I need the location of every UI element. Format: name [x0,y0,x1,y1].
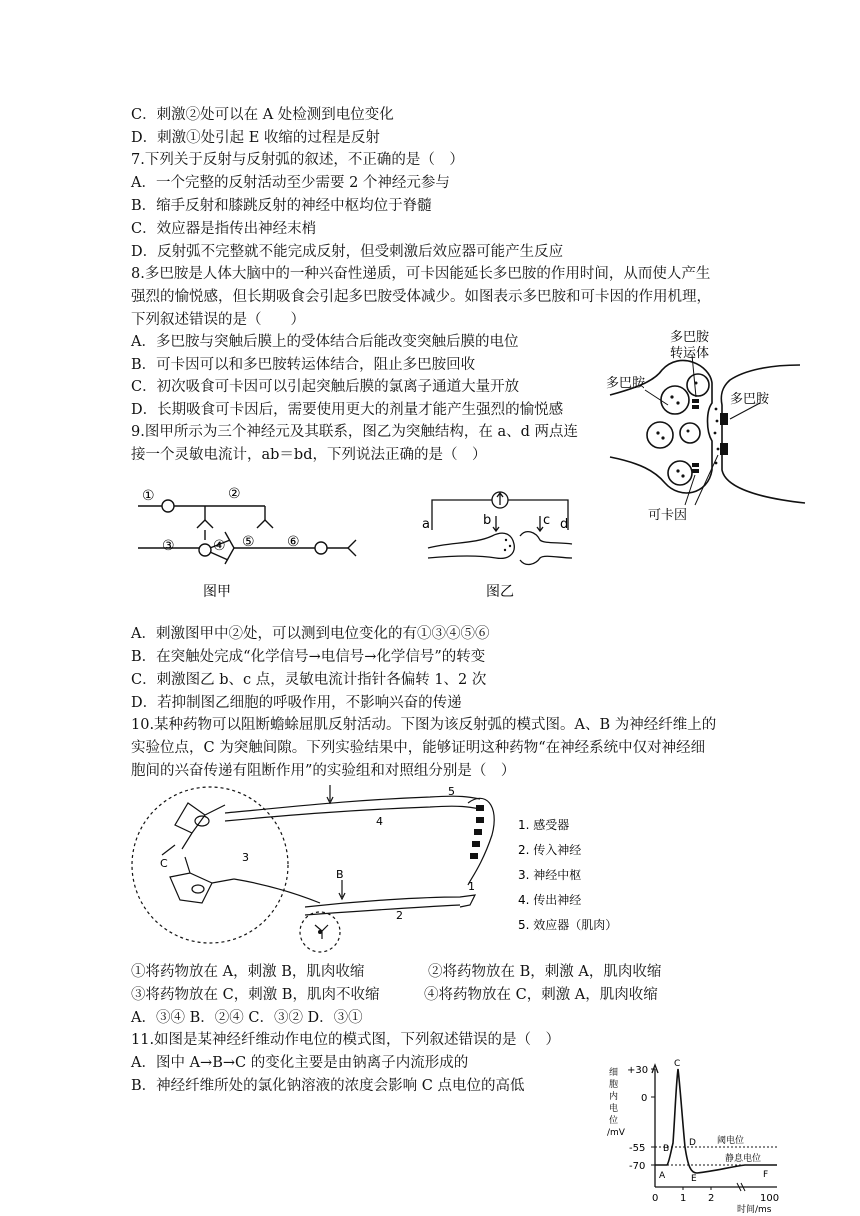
point-c-label: C [674,1059,681,1069]
ylabel-char-4: 电 [609,1104,619,1114]
threshold-label: 阈电位 [717,1136,745,1146]
point-d: d [560,517,569,532]
figure-jia-neurons [130,478,370,608]
site-b-label: B [336,868,344,881]
q10-stem-line1: 10.某种药物可以阻断蟾蜍屈肌反射活动。下图为该反射弧的模式图。A、B 为神经纤维上的 [131,717,717,733]
q7-option-b: B．缩手反射和膝跳反射的神经中枢均位于脊髓 [131,198,432,214]
q8-stem-line3: 下列叙述错误的是（ ） [131,312,305,328]
transporter-label-line1: 多巴胺 [670,330,710,345]
q9-option-d: D．若抑制图乙细胞的呼吸作用，不影响兴奋的传递 [131,695,462,711]
figure-yi-synapse [420,478,580,608]
xtick-0: 0 [652,1193,659,1204]
label-2: ② [228,486,241,502]
label-1: ① [142,488,155,504]
q7-option-d: D．反射弧不完整就不能完成反射，但受刺激后效应器可能产生反应 [131,244,564,260]
q10-answers: A．③④ B．②④ C．③② D．③① [131,1010,363,1026]
dopamine-label-left: 多巴胺 [606,376,646,391]
xtick-1: 1 [680,1193,687,1204]
q8-option-d: D．长期吸食可卡因后，需要使用更大的剂量才能产生强烈的愉悦感 [131,402,564,418]
label-num-5: 5 [448,785,455,798]
q9-option-c: C．刺激图乙 b、c 点，灵敏电流计指针各偏转 1、2 次 [131,672,487,688]
q8-option-a: A．多巴胺与突触后膜上的受体结合后能改变突触后膜的电位 [131,334,519,350]
synapse-c-label: C [160,857,168,870]
point-b-label: B [663,1144,670,1154]
label-4: ④ [213,538,226,554]
ytick-55: -55 [629,1143,646,1154]
transporter-label-line2: 转运体 [670,346,710,361]
point-d-label: D [689,1138,696,1148]
ylabel-char-1: 细 [609,1068,619,1078]
xtick-2: 2 [708,1193,715,1204]
label-6: ⑥ [287,534,300,550]
q6-option-c: C．刺激②处可以在 A 处检测到电位变化 [131,107,394,123]
ylabel [607,1067,626,1138]
ylabel-char-3: 内 [609,1092,619,1102]
ylabel-char-5: 位 [609,1116,619,1126]
label-num-3: 3 [242,851,249,864]
resting-label: 静息电位 [725,1154,762,1164]
ylabel-char-2: 胞 [609,1080,619,1090]
q10-option-1: ①将药物放在 A，刺激 B，肌肉收缩 [131,964,365,980]
point-e-label: E [691,1174,697,1184]
dopamine-label-right: 多巴胺 [730,392,770,407]
dopamine-synapse-figure [600,325,810,525]
label-num-4: 4 [376,815,383,828]
q9-stem-line1: 9.图甲所示为三个神经元及其联系，图乙为突触结构，在 a、d 两点连 [131,424,578,440]
action-potential-chart [605,1055,785,1213]
legend-3: 3. 神经中枢 [518,868,582,882]
q7-option-a: A．一个完整的反射活动至少需要 2 个神经元参与 [131,175,450,191]
q11-option-b: B．神经纤维所处的氯化钠溶液的浓度会影响 C 点电位的高低 [131,1078,525,1094]
point-a: a [422,517,430,532]
point-a-label: A [659,1171,666,1181]
reflex-arc-figure [130,785,690,955]
q8-option-b: B．可卡因可以和多巴胺转运体结合，阻止多巴胺回收 [131,357,476,373]
label-num-1: 1 [468,880,475,893]
q10-option-3: ③将药物放在 C，刺激 B，肌肉不收缩 [131,987,380,1003]
q8-stem-line1: 8.多巴胺是人体大脑中的一种兴奋性递质，可卡因能延长多巴胺的作用时间，从而使人产生 [131,266,711,282]
label-num-2: 2 [396,909,403,922]
legend-1: 1. 感受器 [518,818,570,832]
ytick-30: +30 [627,1065,649,1076]
q10-option-2: ②将药物放在 B，刺激 A，肌肉收缩 [428,964,662,980]
figure-yi-caption: 图乙 [486,584,514,600]
q11-option-a: A．图中 A→B→C 的变化主要是由钠离子内流形成的 [131,1055,469,1071]
q7-option-c: C．效应器是指传出神经末梢 [131,221,317,237]
ylabel-char-6: /mV [607,1128,625,1138]
q8-stem-line2: 强烈的愉悦感，但长期吸食会引起多巴胺受体减少。如图表示多巴胺和可卡因的作用机理， [131,289,711,305]
q7-stem: 7.下列关于反射与反射弧的叙述，不正确的是（ ） [131,152,464,168]
q6-option-d: D．刺激①处引起 E 收缩的过程是反射 [131,130,380,146]
point-f-label: F [763,1170,769,1180]
point-b: b [483,513,492,528]
q10-stem-line3: 胞间的兴奋传递有阻断作用”的实验组和对照组分别是（ ） [131,763,516,779]
cocaine-label: 可卡因 [648,508,688,523]
site-a-label [326,785,334,786]
legend-4: 4. 传出神经 [518,893,582,907]
q8-option-c: C．初次吸食可卡因可以引起突触后膜的氯离子通道大量开放 [131,379,520,395]
ytick-70: -70 [629,1161,646,1172]
legend-5: 5. 效应器（肌肉） [518,918,618,932]
q10-option-4: ④将药物放在 C，刺激 A，肌肉收缩 [424,987,658,1003]
q10-stem-line2: 实验位点，C 为突触间隙。下列实验结果中，能够证明这种药物“在神经系统中仅对神经细 [131,740,706,756]
label-5: ⑤ [242,534,255,550]
label-3: ③ [162,538,175,554]
point-c: c [543,513,551,528]
q9-option-b: B．在突触处完成“化学信号→电信号→化学信号”的转变 [131,649,486,665]
xtick-100: 100 [760,1193,780,1204]
q9-stem-line2: 接一个灵敏电流计，ab＝bd，下列说法正确的是（ ） [131,447,487,463]
figure-jia-caption: 图甲 [203,584,231,600]
q11-stem: 11.如图是某神经纤维动作电位的模式图，下列叙述错误的是（ ） [131,1032,561,1048]
xlabel: 时间/ms [737,1205,772,1213]
ytick-0: 0 [641,1093,648,1104]
q9-option-a: A．刺激图甲中②处，可以测到电位变化的有①③④⑤⑥ [131,626,490,642]
legend-2: 2. 传入神经 [518,843,582,857]
